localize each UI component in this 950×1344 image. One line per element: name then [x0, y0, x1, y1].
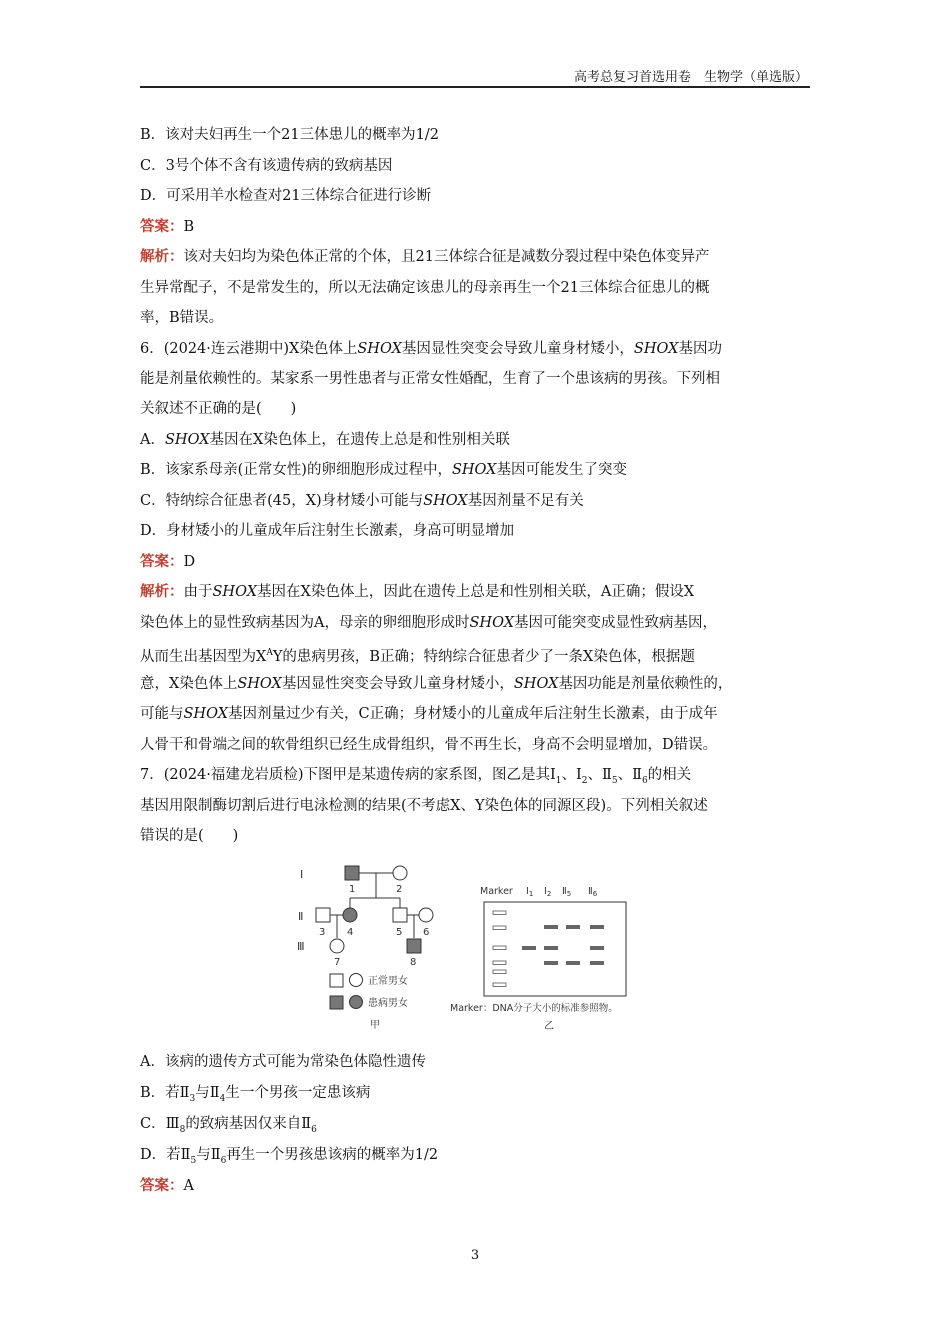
marker-band	[493, 983, 506, 987]
text: C．Ⅲ	[140, 1116, 180, 1132]
text: D．若Ⅱ	[140, 1147, 191, 1163]
q7-option-c	[140, 1113, 820, 1141]
generation-label: Ⅱ	[298, 910, 304, 923]
text: 的相关	[647, 767, 692, 783]
normal-female-6	[419, 908, 433, 922]
q5-analysis-line: 率，B错误。	[140, 310, 224, 326]
affected-male-1	[345, 866, 359, 880]
q6-answer	[140, 551, 820, 573]
band-ii6-upper	[590, 925, 604, 929]
subscript: 6	[311, 1124, 317, 1135]
marker-band	[493, 946, 506, 950]
gene-name: SHOX	[451, 462, 497, 478]
text: Y的患病男孩，B正确；特纳综合征患者少了一条X染色体，根据题	[272, 648, 695, 665]
affected-male-8	[407, 939, 421, 953]
q6-analysis-line	[140, 703, 820, 725]
gene-name: SHOX	[469, 615, 515, 631]
text: 染色体上的显性致病基因为A，母亲的卵细胞形成时	[140, 615, 470, 631]
analysis-text: 该对夫妇均为染色体正常的个体，且21三体综合征是减数分裂过程中染色体变异产	[183, 249, 710, 265]
text: A．	[140, 432, 165, 448]
marker-band	[493, 926, 506, 930]
individual-number: 4	[347, 927, 354, 938]
band-ii5-upper	[566, 925, 580, 929]
q6-option-b	[140, 459, 820, 481]
answer-value: B	[183, 219, 195, 235]
normal-male-5	[393, 908, 407, 922]
q5-analysis-line	[140, 246, 820, 268]
answer-label: 答案：	[140, 218, 184, 235]
q5-answer	[140, 216, 820, 238]
pedigree-and-electrophoresis-figure	[290, 858, 670, 1038]
subscript: 2	[581, 775, 588, 786]
marker-label: Marker	[480, 886, 513, 897]
subscript: 8	[179, 1124, 186, 1135]
band-i2-middle	[544, 946, 558, 950]
q6-option-d: D．身材矮小的儿童成年后注射生长激素，身高可明显增加	[140, 523, 515, 539]
answer-label: 答案：	[140, 1177, 184, 1194]
individual-number: 3	[319, 927, 326, 938]
individual-number: 2	[396, 884, 403, 895]
q7-option-b	[140, 1082, 820, 1110]
gene-name: SHOX	[237, 676, 282, 692]
header-title: 高考总复习首选用卷 生物学（单选版）	[573, 70, 808, 85]
lane-label-ii6: $Ⅱ_6$	[588, 886, 598, 898]
q7-option-d	[140, 1144, 820, 1172]
marker-band	[493, 911, 506, 915]
text: 可能与	[140, 706, 184, 722]
text: 6．(2024·连云港期中)X染色体上	[140, 341, 358, 357]
answer-label: 答案：	[140, 553, 184, 570]
answer-value: D	[183, 554, 196, 570]
band-i1	[522, 946, 536, 950]
q6-analysis-line	[140, 673, 820, 695]
legend-affected-label: 患病男女	[368, 998, 408, 1009]
text: 基因可能发生了突变	[496, 462, 628, 478]
figure-caption-a: 甲	[370, 1020, 380, 1031]
pedigree-chart	[297, 866, 433, 1031]
text: 、Ⅱ	[587, 767, 612, 783]
band-i2-lower	[544, 961, 558, 965]
analysis-label: 解析：	[140, 583, 184, 600]
text: 7．(2024·福建龙岩质检)下图甲是某遗传病的家系图，图乙是其Ⅰ	[140, 767, 556, 783]
subscript: 3	[189, 1093, 196, 1104]
q6-analysis-line	[140, 642, 820, 668]
text: 与Ⅱ	[196, 1147, 221, 1163]
lane-label-ii5: $Ⅱ_5$	[562, 886, 572, 898]
normal-female-7	[330, 939, 344, 953]
legend-affected-male	[330, 996, 343, 1009]
q6-analysis-line	[140, 581, 820, 603]
gene-name: SHOX	[423, 493, 468, 509]
text: 从而生出基因型为X	[140, 648, 267, 665]
lane-label-i1: $Ⅰ_1$	[526, 886, 534, 898]
q6-stem-line: 关叙述不正确的是( )	[140, 401, 297, 417]
gene-name: SHOX	[357, 341, 402, 357]
text: 、Ⅰ	[561, 767, 582, 783]
q6-analysis-line	[140, 612, 820, 634]
marker-note: Marker：DNA分子大小的标准参照物。	[450, 1003, 618, 1014]
individual-number: 1	[349, 884, 356, 895]
q7-stem-line: 错误的是( )	[140, 828, 239, 844]
gene-name: SHOX	[183, 706, 229, 722]
q6-analysis-line: 人骨干和骨端之间的软骨组织已经生成骨组织，骨不再生长，身高不会明显增加，D错误。	[140, 737, 718, 753]
band-ii5-lower	[566, 961, 580, 965]
text: 基因可能突变成显性致病基因，	[514, 615, 718, 631]
text: 与Ⅱ	[195, 1085, 220, 1101]
analysis-label: 解析：	[140, 248, 184, 265]
gene-name: SHOX	[212, 584, 258, 600]
text: 基因在X染色体上，在遗传上总是和性别相关联	[209, 432, 510, 448]
individual-number: 8	[410, 957, 417, 968]
band-ii6-lower	[590, 961, 604, 965]
gene-name: SHOX	[164, 432, 210, 448]
text: 基因功	[678, 341, 722, 357]
page-header	[140, 62, 810, 88]
q5-option-d: D．可采用羊水检查对21三体综合征进行诊断	[140, 188, 432, 204]
q7-stem-line	[140, 764, 820, 792]
subscript: 6	[641, 775, 648, 786]
generation-label: Ⅰ	[300, 868, 304, 881]
text: 、Ⅱ	[617, 767, 642, 783]
subscript: 1	[555, 775, 562, 786]
text: B．该家系母亲(正常女性)的卵细胞形成过程中，	[140, 462, 452, 478]
affected-female-4	[343, 908, 357, 922]
text: 基因在X染色体上，因此在遗传上总是和性别相关联，A正确；假设X	[257, 584, 695, 600]
q6-option-c	[140, 490, 820, 512]
subscript: 4	[219, 1093, 226, 1104]
text: C．特纳综合征患者(45，X)身材矮小可能与	[140, 493, 424, 509]
marker-band	[493, 970, 506, 974]
text: B．若Ⅱ	[140, 1085, 190, 1101]
text: 意，X染色体上	[140, 676, 238, 692]
normal-male-3	[316, 908, 330, 922]
legend-normal-female	[350, 974, 363, 987]
figure-caption-b: 乙	[544, 1021, 554, 1032]
answer-value: A	[183, 1178, 194, 1194]
q7-option-a: A．该病的遗传方式可能为常染色体隐性遗传	[140, 1054, 426, 1070]
text: 的致病基因仅来自Ⅱ	[185, 1116, 312, 1132]
subscript: 5	[190, 1155, 197, 1166]
page-number: 3	[470, 1248, 480, 1263]
q6-option-a	[140, 429, 820, 451]
band-i2-upper	[544, 925, 558, 929]
electrophoresis-gel	[450, 886, 626, 1032]
text: 由于	[183, 584, 213, 600]
q5-option-b: B．该对夫妇再生一个21三体患儿的概率为1/2	[140, 127, 439, 143]
subscript: 6	[220, 1155, 227, 1166]
q7-answer	[140, 1175, 820, 1197]
q5-analysis-line: 生异常配子，不是常发生的，所以无法确定该患儿的母亲再生一个21三体综合征患儿的概	[140, 280, 710, 296]
text: 生一个男孩一定患该病	[225, 1085, 371, 1101]
band-ii6-middle	[590, 946, 604, 950]
text: 基因剂量不足有关	[467, 493, 584, 509]
subscript: 5	[611, 775, 618, 786]
q6-stem-line	[140, 338, 820, 360]
q5-option-c: C．3号个体不含有该遗传病的致病基因	[140, 158, 393, 174]
lane-label-i2: $Ⅰ_2$	[544, 886, 552, 898]
gene-name: SHOX	[513, 676, 559, 692]
legend-affected-female	[350, 996, 363, 1009]
generation-label: Ⅲ	[297, 940, 305, 953]
normal-female-2	[393, 866, 407, 880]
marker-band	[493, 961, 506, 965]
legend-normal-male	[330, 974, 343, 987]
individual-number: 6	[423, 927, 430, 938]
text: 基因显性突变会导致儿童身材矮小，	[401, 341, 634, 357]
text: 再生一个男孩患该病的概率为1/2	[226, 1147, 439, 1163]
text: 基因功能是剂量依赖性的，	[558, 676, 733, 692]
text: 基因显性突变会导致儿童身材矮小，	[281, 676, 514, 692]
superscript: A	[266, 648, 273, 658]
q7-stem-line: 基因用限制酶切割后进行电泳检测的结果(不考虑X、Y染色体的同源区段)。下列相关叙述	[140, 798, 708, 814]
individual-number: 5	[396, 927, 403, 938]
individual-number: 7	[334, 957, 341, 968]
q6-stem-line: 能是剂量依赖性的。某家系一男性患者与正常女性婚配，生育了一个患该病的男孩。下列相	[140, 371, 720, 387]
gene-name: SHOX	[633, 341, 679, 357]
legend-normal-label: 正常男女	[368, 976, 408, 987]
text: 基因剂量过少有关，C正确；身材矮小的儿童成年后注射生长激素，由于成年	[228, 706, 718, 722]
